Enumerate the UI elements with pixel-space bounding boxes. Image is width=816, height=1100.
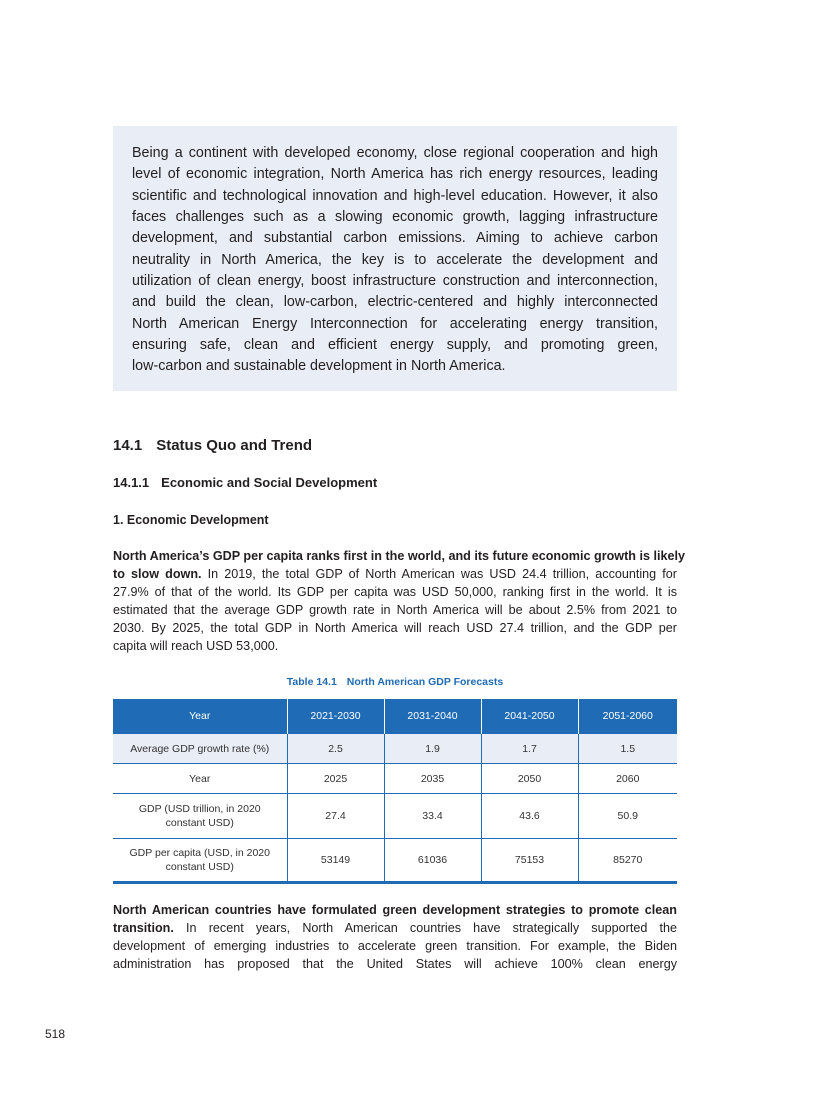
abstract-line: faces challenges such as a slowing economic growth, lagging infrastructure [132, 209, 658, 226]
section-title: Status Quo and Trend [156, 437, 313, 454]
table-cell: 1.5 [578, 734, 677, 764]
row-label: Average GDP growth rate (%) [113, 734, 287, 764]
abstract-line: utilization of clean energy, boost infrastructure construction and interconnection, [132, 273, 658, 290]
table-cell: 2025 [287, 764, 384, 794]
subsection-title: Economic and Social Development [161, 475, 378, 490]
paragraph-line: development of emerging industries to accelerate green transition. For example, the Biden [113, 939, 677, 953]
column-header: 2041-2050 [481, 699, 578, 734]
paragraph-line: 2030. By 2025, the total GDP in North America will reach USD 27.4 trillion, and the GDP per [113, 621, 677, 635]
row-label: Year [113, 764, 287, 794]
line-text: In recent years, North American countries have strategically supported the [173, 921, 677, 935]
paragraph-line: 27.9% of that of the world. Its GDP per capita was USD 50,000, ranking first in the world. It is [113, 585, 677, 599]
table-cell: 53149 [287, 839, 384, 883]
table-cell: 2050 [481, 764, 578, 794]
abstract-line: development, and substantial carbon emissions. Aiming to achieve carbon [132, 230, 658, 247]
table-row [113, 839, 677, 883]
abstract-line: Being a continent with developed economy, close regional cooperation and high [132, 145, 658, 161]
table-cell: 85270 [578, 839, 677, 883]
abstract-line: scientific and technological innovation and high-level education. However, it also [132, 187, 658, 204]
table-title: North American GDP Forecasts [346, 676, 504, 688]
abstract-line: and build the clean, low-carbon, electric-centered and highly interconnected [132, 294, 658, 311]
column-header: 2051-2060 [578, 699, 677, 734]
table-header-row [113, 699, 677, 734]
table-cell: 2035 [384, 764, 481, 794]
section-heading [113, 437, 312, 454]
table-cell: 33.4 [384, 794, 481, 839]
page-number: 518 [45, 1027, 66, 1041]
table-cell: 50.9 [578, 794, 677, 839]
paragraph-line: capita will reach USD 53,000. [113, 639, 279, 653]
table-cell: 2060 [578, 764, 677, 794]
abstract-line: ensuring safe, clean and efficient energy supply, and promoting green, [132, 337, 658, 354]
paragraph-line: North America’s GDP per capita ranks first in the world, and its future economic growth is likely [113, 549, 685, 563]
paragraph-line: estimated that the average GDP growth rate in North America will be about 2.5% from 2021 to [113, 603, 677, 617]
abstract-line: North American Energy Interconnection for accelerating energy transition, [132, 315, 658, 332]
section-number: 14.1 [113, 437, 143, 454]
abstract-line: level of economic integration, North America has rich energy resources, leading [132, 166, 658, 183]
table-cell: 75153 [481, 839, 578, 883]
paragraph-line: North American countries have formulated green development strategies to promote clean [113, 903, 677, 917]
table-row [113, 764, 677, 794]
table-cell: 61036 [384, 839, 481, 883]
paragraph-green-development [113, 901, 677, 973]
bold-lead: transition. [113, 921, 174, 935]
abstract-line: neutrality in North America, the key is to accelerate the development and [132, 251, 658, 268]
row-label: GDP (USD trillion, in 2020 constant USD) [113, 794, 287, 839]
bold-lead: to slow down. [113, 567, 202, 581]
paragraph-line: administration has proposed that the United States will achieve 100% clean energy [113, 957, 677, 971]
gdp-forecast-table [113, 699, 677, 884]
paragraph-line [113, 919, 677, 937]
row-label: GDP per capita (USD, in 2020 constant USD) [113, 839, 287, 883]
table-row [113, 734, 677, 764]
column-header: 2031-2040 [384, 699, 481, 734]
table-cell: 1.9 [384, 734, 481, 764]
table-number: Table 14.1 [286, 676, 337, 688]
abstract-line: low-carbon and sustainable development in North America. [132, 358, 506, 375]
subsection-heading [113, 475, 377, 490]
table-cell: 43.6 [481, 794, 578, 839]
subsubsection-heading: 1. Economic Development [113, 513, 269, 527]
paragraph-economic-development [113, 547, 685, 655]
table-cell: 2.5 [287, 734, 384, 764]
table-cell: 27.4 [287, 794, 384, 839]
line-text: In 2019, the total GDP of North American was USD 24.4 trillion, accounting for [201, 567, 678, 581]
chapter-abstract-box [113, 126, 677, 391]
subsection-number: 14.1.1 [113, 475, 150, 490]
column-header: 2021-2030 [287, 699, 384, 734]
table-cell: 1.7 [481, 734, 578, 764]
table-row [113, 794, 677, 839]
paragraph-line [113, 565, 677, 583]
column-header: Year [113, 699, 287, 734]
table-caption [113, 676, 677, 688]
